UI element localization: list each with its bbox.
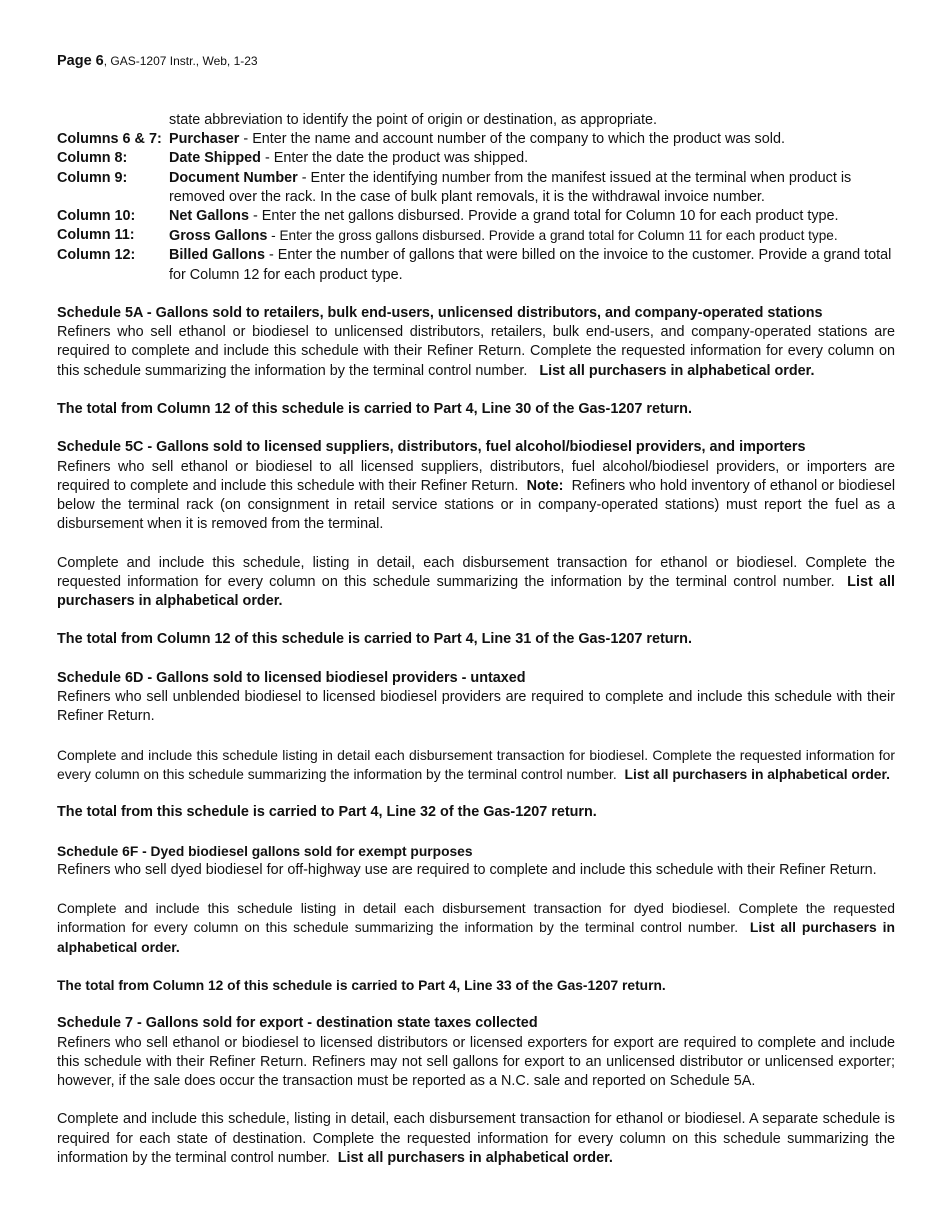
- column-term: Purchaser: [169, 131, 240, 148]
- schedule-5c-paragraph-2: Complete and include this schedule, listing in detail, each disbursement transaction for ethanol or biodiesel. Complete the requested information for every column on this schedule summarizing the information by the terminal control number. List all purchasers in alphabetical order.: [57, 554, 895, 610]
- column-term: Net Gallons: [169, 208, 249, 225]
- column-label: Column 8:: [57, 150, 128, 167]
- column-instruction-11: [57, 226, 895, 246]
- schedule-6d-paragraph-1: Refiners who sell unblended biodiesel to licensed biodiesel providers are required to complete and include this schedule with their Refiner Return.: [57, 689, 895, 725]
- schedule-5a-total: The total from Column 12 of this schedule is carried to Part 4, Line 30 of the Gas-1207 return.: [57, 401, 692, 418]
- page-header: [57, 53, 258, 69]
- schedule-7-paragraph-2: Complete and include this schedule, listing in detail, each disbursement transaction for ethanol or biodiesel. A separate schedule is required for each state of destination. Complete the requested information for every column on this schedule summarizing the information by the terminal control number. List all purchasers in alphabetical order.: [57, 1111, 895, 1166]
- column-instruction-10: [57, 207, 895, 226]
- column-term: Document Number: [169, 169, 298, 186]
- schedule-6f-total: The total from Column 12 of this schedule is carried to Part 4, Line 33 of the Gas-1207 return.: [57, 977, 666, 993]
- column-term: Date Shipped: [169, 150, 261, 167]
- schedule-6f-paragraph-2: Complete and include this schedule listing in detail each disbursement transaction for dyed biodiesel. Complete the requested information for every column on this schedule summarizing the information by the terminal control number. List all purchasers in alphabetical order.: [57, 900, 895, 955]
- schedule-6d-total: The total from this schedule is carried to Part 4, Line 32 of the Gas-1207 return.: [57, 804, 597, 821]
- schedule-6d-paragraph-2: Complete and include this schedule listing in detail each disbursement transaction for biodiesel. Complete the requested information for every column on this schedule summarizing the information by the terminal control number. List all purchasers in alphabetical order.: [57, 746, 895, 782]
- page-content: [57, 111, 895, 1168]
- column-text: - Enter the date the product was shipped.: [260, 150, 529, 167]
- column-label: Column 9:: [57, 169, 128, 186]
- schedule-6f-heading: Schedule 6F - Dyed biodiesel gallons sold for exempt purposes: [57, 843, 473, 859]
- column-text: - Enter the number of gallons that were billed on the invoice to the customer. Provide a grand total for Column 12 for each product type.: [169, 247, 892, 283]
- column-label: Column 12:: [57, 247, 136, 264]
- schedule-5c-paragraph-1: Refiners who sell ethanol or biodiesel to all licensed suppliers, distributors, fuel alcohol/biodiesel providers, or importers are required to complete and include this schedule with their Refiner Return. Note: Refiners who hold inventory of ethanol or biodiesel below the terminal rack (on consignment in retail service stations or in company-operated stations) must report the fuel as a disbursement when it is removed from the terminal.: [57, 458, 896, 533]
- schedule-5c-total: The total from Column 12 of this schedule is carried to Part 4, Line 31 of the Gas-1207 return.: [57, 631, 692, 648]
- column-text: - Enter the gross gallons disbursed. Provide a grand total for Column 11 for each product type.: [267, 228, 838, 244]
- continued-line: state abbreviation to identify the point of origin or destination, as appropriate.: [169, 112, 657, 128]
- column-label: Column 11:: [57, 227, 135, 244]
- column-label: Columns 6 & 7:: [57, 131, 162, 148]
- column-instruction-6-7: [57, 130, 895, 149]
- column-instruction-9: [57, 169, 895, 207]
- column-label: Column 10:: [57, 208, 136, 225]
- column-text: - Enter the identifying number from the manifest issued at the terminal when product is removed over the rack. In the case of bulk plant removals, it is the withdrawal invoice number.: [169, 169, 852, 205]
- schedule-6d-heading: Schedule 6D - Gallons sold to licensed biodiesel providers - untaxed: [57, 669, 526, 686]
- page-number: Page 6: [57, 53, 104, 69]
- schedule-6f-paragraph-1: Refiners who sell dyed biodiesel for off-highway use are required to complete and include this schedule with their Refiner Return.: [57, 861, 877, 878]
- column-instruction-8: [57, 149, 895, 168]
- column-term: Gross Gallons: [169, 228, 268, 245]
- column-text: - Enter the name and account number of the company to which the product was sold.: [239, 131, 785, 148]
- column-instruction-12: [57, 246, 895, 284]
- column-text: - Enter the net gallons disbursed. Provide a grand total for Column 10 for each product type.: [248, 208, 839, 225]
- schedule-5a-paragraph: Refiners who sell ethanol or biodiesel to unlicensed distributors, retailers, bulk end-users, and company-operated stations are required to complete and include this schedule with their Refiner Return. Complete the requested information for every column on this schedule summarizing the information by the terminal control number. List all purchasers in alphabetical order.: [57, 324, 895, 379]
- schedule-7-paragraph-1: Refiners who sell ethanol or biodiesel to licensed distributors or licensed exporters for export are required to complete and include this schedule with their Refiner Return. Refiners may not sell gallons for export to an unlicensed distributor or unlicensed exporter; however, if the sale does occur the transaction must be reported as a N.C. sale and reported on Schedule 5A.: [57, 1034, 895, 1089]
- schedule-5a-heading: Schedule 5A - Gallons sold to retailers, bulk end-users, unlicensed distributors, and company-operated stations: [57, 305, 823, 322]
- schedule-5c-heading: Schedule 5C - Gallons sold to licensed suppliers, distributors, fuel alcohol/biodiesel providers, and importers: [57, 439, 806, 456]
- schedule-7-heading: Schedule 7 - Gallons sold for export - destination state taxes collected: [57, 1015, 538, 1032]
- form-reference: , GAS-1207 Instr., Web, 1-23: [103, 54, 258, 68]
- column-term: Billed Gallons: [169, 247, 265, 264]
